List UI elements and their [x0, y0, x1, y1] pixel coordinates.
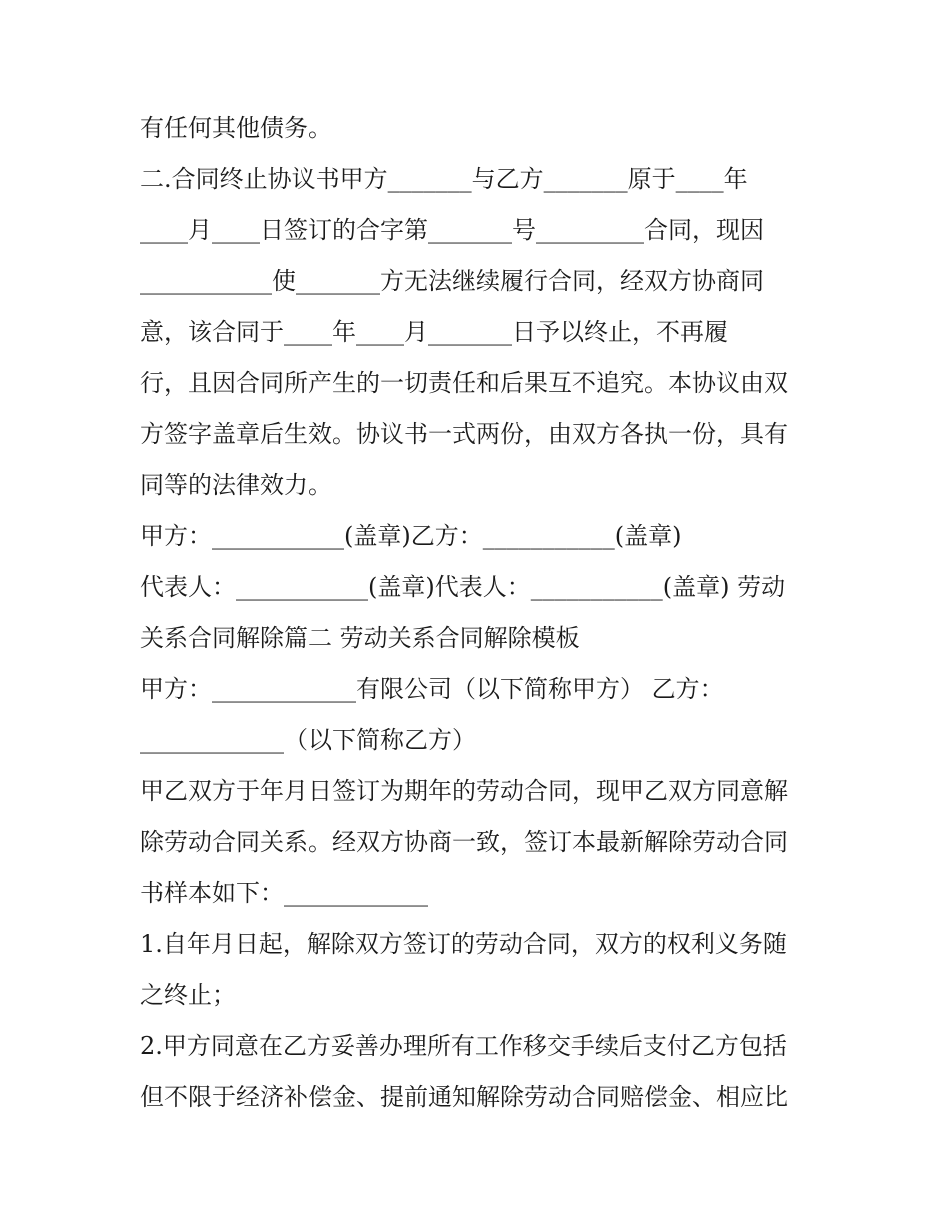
text-line: 同等的法律效力。 [140, 471, 332, 499]
text-line: 方签字盖章后生效。协议书一式两份，由双方各执一份，具有 [140, 420, 788, 448]
text-line: 书样本如下：____________ [140, 879, 428, 907]
text-line: 甲乙双方于年月日签订为期年的劳动合同，现甲乙双方同意解 [140, 777, 788, 805]
text-line: ____________（以下简称乙方） [140, 726, 476, 754]
text-line: 意，该合同于____年____月_______日予以终止，不再履 [140, 318, 728, 346]
text-line: 二.合同终止协议书甲方_______与乙方_______原于____年 [140, 165, 748, 193]
section-heading: 关系合同解除篇二 劳动关系合同解除模板 [140, 624, 580, 652]
list-item: 1.自年月日起，解除双方签订的劳动合同，双方的权利义务随 [140, 930, 787, 958]
signature-line-representative: 代表人：___________(盖章)代表人：___________(盖章) 劳动 [140, 573, 786, 601]
text-line: ____月____日签订的合字第_______号_________合同，现因 [140, 216, 764, 244]
text-line: 甲方：____________有限公司（以下简称甲方） 乙方： [140, 675, 724, 703]
text-line: ___________使_______方无法继续履行合同，经双方协商同 [140, 267, 764, 295]
signature-line-party: 甲方：___________(盖章)乙方：___________(盖章) [140, 522, 682, 550]
text-line: 有任何其他债务。 [140, 114, 332, 142]
list-item: 2.甲方同意在乙方妥善办理所有工作移交手续后支付乙方包括 [140, 1032, 787, 1060]
list-item-continuation: 之终止； [140, 981, 236, 1009]
list-item-continuation: 但不限于经济补偿金、提前通知解除劳动合同赔偿金、相应比 [140, 1083, 788, 1111]
text-line: 行，且因合同所产生的一切责任和后果互不追究。本协议由双 [140, 369, 788, 397]
text-line: 除劳动合同关系。经双方协商一致，签订本最新解除劳动合同 [140, 828, 788, 856]
